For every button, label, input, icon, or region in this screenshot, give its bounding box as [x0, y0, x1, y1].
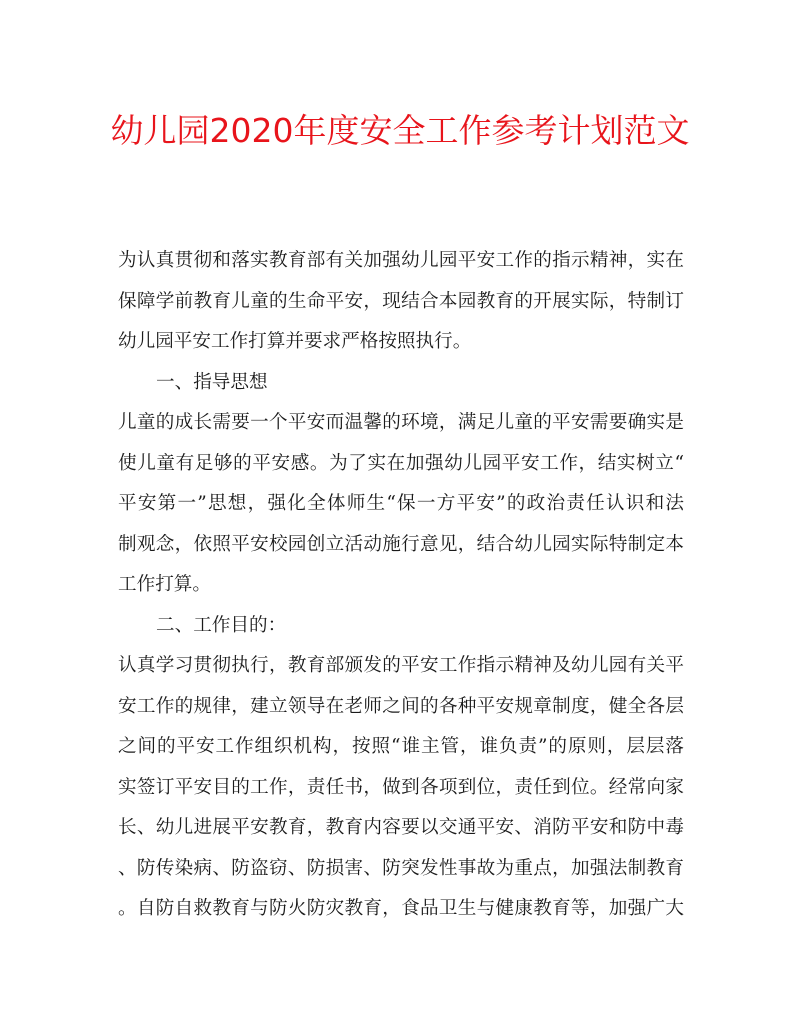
body-line: 保障学前教育儿童的生命平安，现结合本园教育的开展实际，特制订 — [118, 290, 684, 312]
body-line: 认真学习贯彻执行，教育部颁发的平安工作指示精神及幼儿园有关平 — [118, 655, 684, 676]
body-line: 使儿童有足够的平安感。为了实在加强幼儿园平安工作，结实树立“ — [118, 452, 684, 474]
body-line: 、防传染病、防盗窃、防损害、防突发性事故为重点，加强法制教育 — [118, 857, 684, 879]
body-line: 实签订平安目的工作，责任书，做到各项到位，责任到位。经常向家 — [118, 776, 684, 798]
document-title: 幼儿园2020年度安全工作参考计划范文 — [110, 111, 690, 150]
body-line: 制观念，依照平安校园创立活动施行意见，结合幼儿园实际特制定本 — [118, 533, 684, 555]
body-line: 为认真贯彻和落实教育部有关加强幼儿园平安工作的指示精神，实在 — [118, 250, 684, 271]
body-line: 平安第一”思想，强化全体师生“保一方平安”的政治责任认识和法 — [118, 493, 684, 514]
body-line: 之间的平安工作组织机构，按照“谁主管，谁负责”的原则，层层落 — [118, 736, 684, 757]
body-line: 长、幼儿进展平安教育，教育内容要以交通平安、消防平安和防中毒 — [118, 817, 684, 838]
section-heading: 二、工作目的： — [156, 614, 287, 636]
body-line: 工作打算。 — [118, 574, 211, 595]
body-line: 安工作的规律，建立领导在老师之间的各种平安规章制度，健全各层 — [118, 695, 684, 717]
document-body — [118, 241, 684, 930]
body-line: 幼儿园平安工作打算并要求严格按照执行。 — [118, 331, 472, 352]
body-line: 儿童的成长需要一个平安而温馨的环境，满足儿童的平安需要确实是 — [118, 412, 684, 433]
section-heading: 一、指导思想 — [156, 371, 268, 393]
body-line: 。自防自救教育与防火防灾教育，食品卫生与健康教育等，加强广大 — [118, 898, 684, 919]
